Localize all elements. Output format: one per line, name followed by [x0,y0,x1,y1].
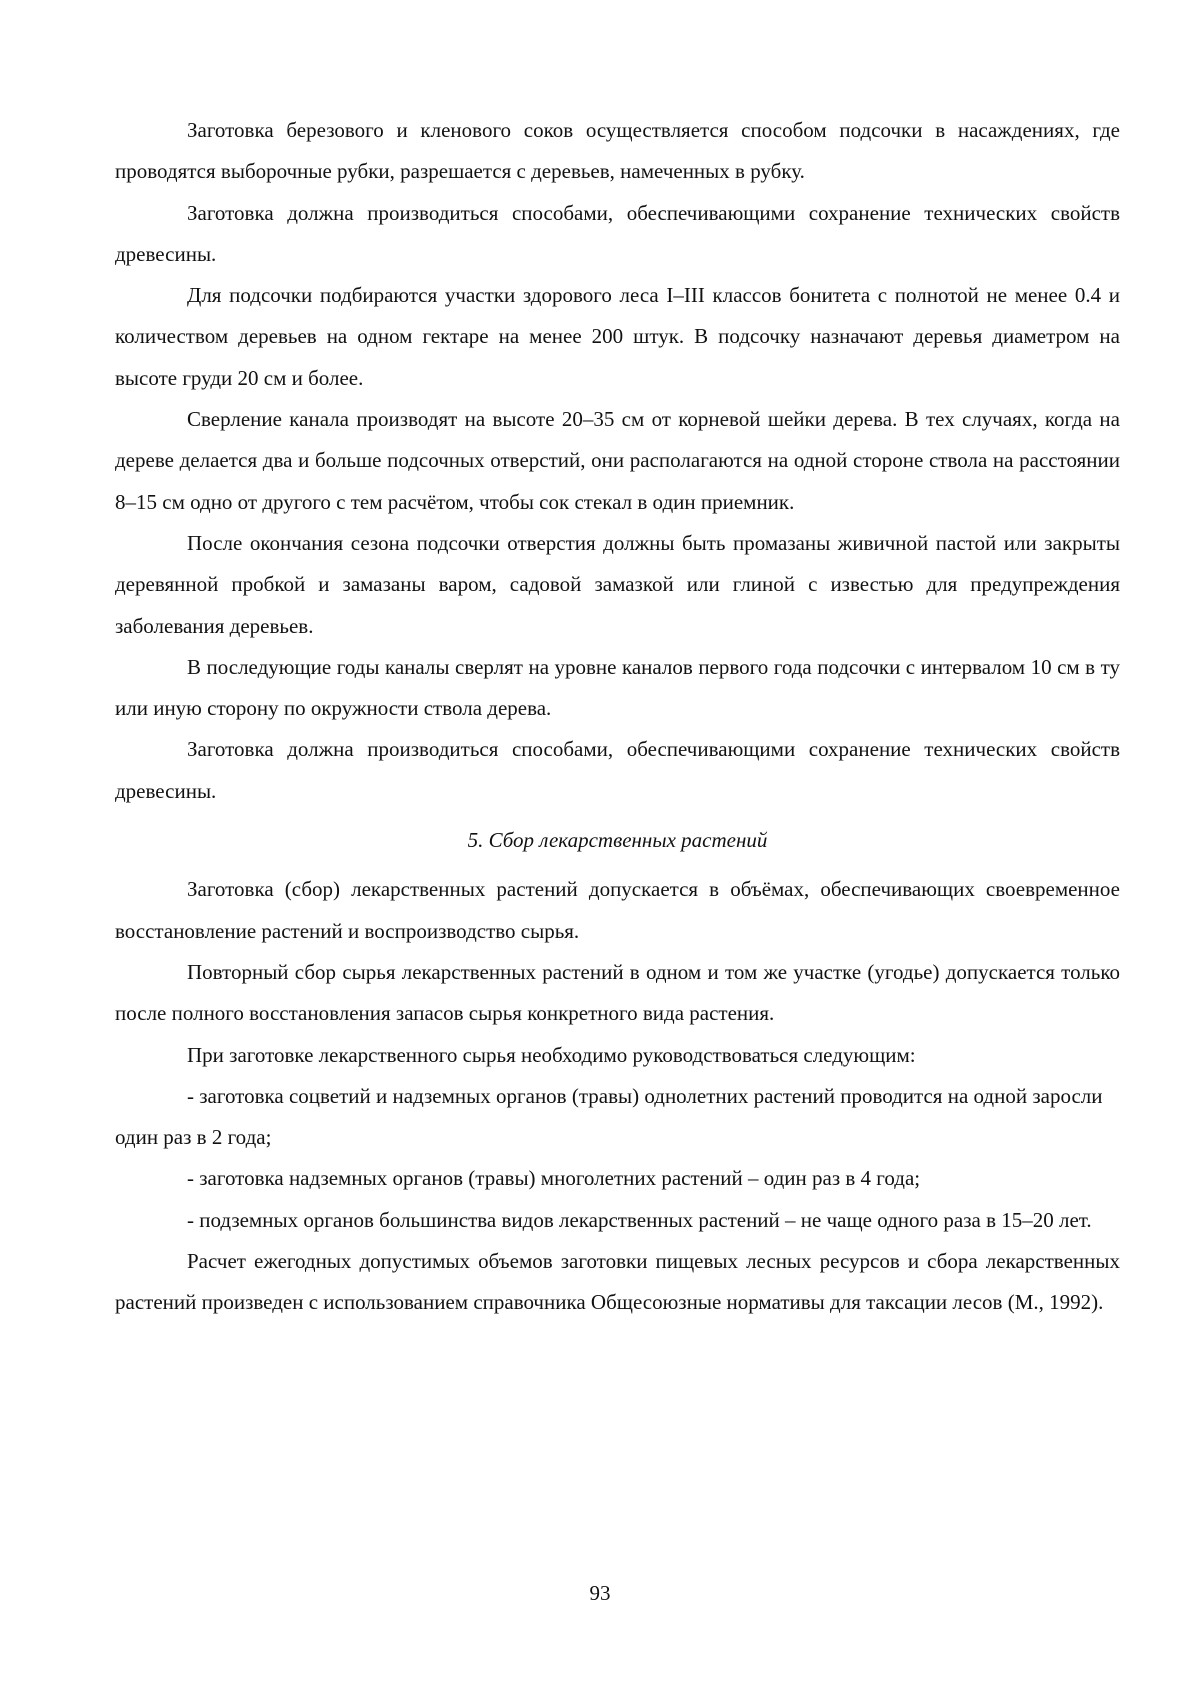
list-item-perennial-plants: - заготовка надземных органов (травы) многолетних растений – один раз в 4 года; [187,1166,921,1191]
paragraph-calculation-source: Расчет ежегодных допустимых объемов заготовки пищевых лесных ресурсов и сбора лекарственных растений произведен с использованием справочника Общесоюзные нормативы для таксации лесов (М., 1992). [115,1249,1120,1315]
paragraph-season-end: После окончания сезона подсочки отверстия должны быть промазаны живичной пастой или закрыты деревянной пробкой и замазаны варом, садовой замазкой или глиной с известью для предупреждения заболевания деревьев. [115,530,1120,638]
page-number: 93 [589,1581,611,1605]
paragraph-drilling: Сверление канала производят на высоте 20–35 см от корневой шейки дерева. В тех случаях, когда на дереве делается два и больше подсочных отверстий, они располагаются на одной стороне ствола на расстоянии 8–15 см одно от другого с тем расчётом, чтобы сок стекал в один приемник. [115,407,1120,514]
list-item-underground-organs: - подземных органов большинства видов лекарственных растений – не чаще одного раза в 15–20 лет. [187,1207,1092,1232]
section-heading: 5. Сбор лекарственных растений [467,828,768,853]
list-item-annual-plants: - заготовка соцветий и надземных органов (травы) однолетних растений проводится на одной заросли один раз в 2 года; [115,1083,1103,1150]
document-page [115,110,1120,1324]
paragraph-wood-properties: Заготовка должна производиться способами, обеспечивающими сохранение технических свойств древесины. [115,200,1120,266]
paragraph-forest-selection: Для подсочки подбираются участки здорового леса I–III классов бонитета с полнотой не менее 0.4 и количеством деревьев на одном гектаре на менее 200 штук. В подсочку назначают деревья диаметром на высоте груди 20 см и более. [115,283,1120,390]
paragraph-wood-properties-repeat: Заготовка должна производиться способами, обеспечивающими сохранение технических свойств древесины. [115,737,1120,803]
paragraph-guidelines-intro: При заготовке лекарственного сырья необходимо руководствоваться следующим: [187,1042,916,1067]
paragraph-repeat-collection: Повторный сбор сырья лекарственных растений в одном и том же участке (угодье) допускается только после полного восстановления запасов сырья конкретного вида растения. [115,959,1120,1026]
paragraph-medicinal-volumes: Заготовка (сбор) лекарственных растений допускается в объёмах, обеспечивающих своевременное восстановление растений и воспроизводство сырья. [115,877,1120,943]
paragraph-following-years: В последующие годы каналы сверлят на уровне каналов первого года подсочки с интервалом 10 см в ту или иную сторону по окружности ствола дерева. [115,654,1120,721]
paragraph-sap-harvesting: Заготовка березового и кленового соков осуществляется способом подсочки в насаждениях, где проводятся выборочные рубки, разрешается с деревьев, намеченных в рубку. [115,118,1120,184]
